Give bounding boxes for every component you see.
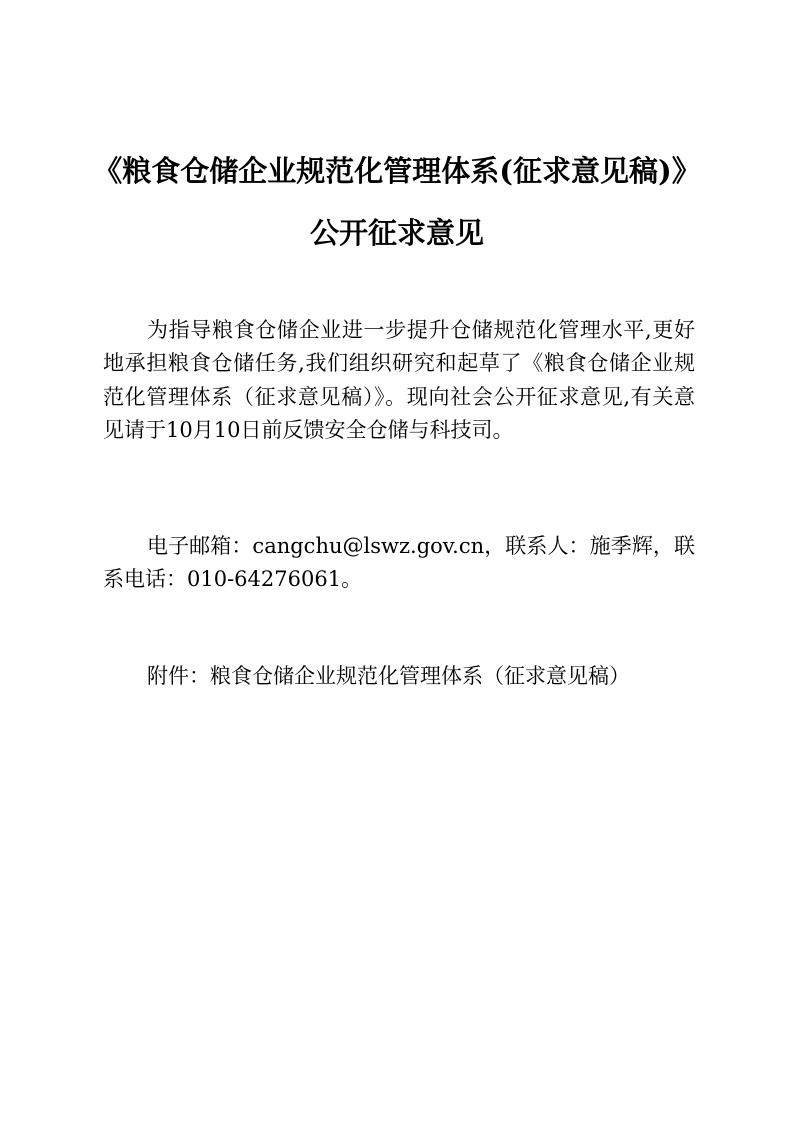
body-paragraph-contact	[103, 530, 695, 597]
attachment-line	[103, 660, 695, 693]
document-title-line-1: 《粮食仓储企业规范化管理体系(征求意见稿)》	[93, 154, 701, 188]
contact-text: 电子邮箱：cangchu@lswz.gov.cn，联系人：施季辉，联系电话：010-64276061。	[103, 534, 695, 592]
attachment-text: 附件：粮食仓储企业规范化管理体系（征求意见稿）	[147, 664, 630, 688]
document-title-line-2: 公开征求意见	[309, 216, 484, 250]
paragraph-text: 为指导粮食仓储企业进一步提升仓储规范化管理水平,更好地承担粮食仓储任务,我们组织研究和起草了《粮食仓储企业规范化管理体系（征求意见稿）》。现向社会公开征求意见,有关意见请于10月10日前反馈安全仓储与科技司。	[103, 318, 695, 442]
body-paragraph-intro	[103, 314, 695, 447]
